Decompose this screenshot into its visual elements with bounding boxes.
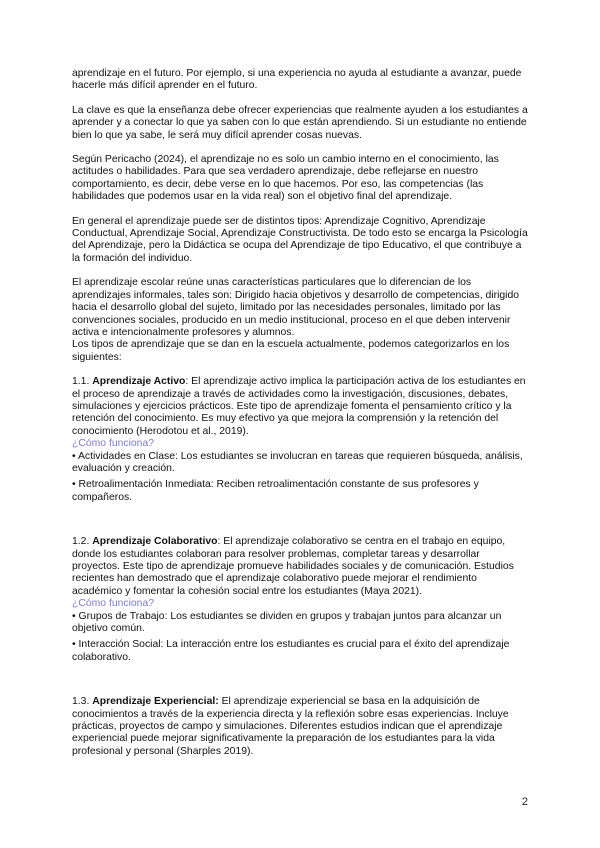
bullet-item: • Interacción Social: La interacción entre los estudiantes es crucial para el éxito del aprendizaje colaborativo. <box>72 639 510 663</box>
section-title: Aprendizaje Colaborativo <box>92 536 218 548</box>
section-title: Aprendizaje Activo <box>92 376 186 388</box>
bullet-item: • Grupos de Trabajo: Los estudiantes se dividen en grupos y trabajan juntos para alcanzar un objetivo común. <box>72 610 502 635</box>
section-aprendizaje-activo <box>72 376 528 504</box>
document-page <box>72 68 528 758</box>
intro-paragraph-6: Los tipos de aprendizaje que se dan en la escuela actualmente, podemos categorizarlos en los siguientes: <box>72 339 510 363</box>
spacer <box>72 668 528 696</box>
spacer <box>72 508 528 536</box>
intro-paragraph-4: En general el aprendizaje puede ser de distintos tipos: Aprendizaje Cognitivo, Aprendizaje Conductual, Aprendizaje Social, Aprendizaje Constructivista. De todo esto se encarga la Psicología del Aprendizaje, pero la Didáctica se ocupa del Aprendizaje de tipo Educativo, el que contribuye a la formación del individuo. <box>72 215 528 264</box>
how-it-works-heading: ¿Cómo funciona? <box>72 598 155 610</box>
section-title: Aprendizaje Experiencial: <box>92 696 219 708</box>
section-paragraph <box>72 376 528 438</box>
section-aprendizaje-colaborativo <box>72 536 528 664</box>
bullet-item: • Actividades en Clase: Los estudiantes se involucran en tareas que requieren búsqueda, análisis, evaluación y creación. <box>72 450 523 474</box>
section-paragraph <box>72 696 528 758</box>
intro-paragraph-3: Según Pericacho (2024), el aprendizaje no es solo un cambio interno en el conocimiento, las actitudes o habilidades. Para que sea verdadero aprendizaje, debe reflejarse en nuestro comportamiento, es decir, debe verse en lo que hacemos. Por eso, las competencias (las habilidades que podemos usar en la vida real) son el objetivo final del aprendizaje. <box>72 154 499 203</box>
bullet-item: • Retroalimentación Inmediata: Reciben retroalimentación constante de sus profesores y compañeros. <box>72 479 479 503</box>
how-it-works-heading: ¿Cómo funciona? <box>72 438 155 450</box>
section-number: 1.1. <box>72 376 90 388</box>
section-body: El aprendizaje experiencial se basa en la adquisición de conocimientos a través de la experiencia directa y la reflexión sobre esas experiencias. Incluye prácticas, proyectos de campo y simulaciones. Diferentes estudios indican que el aprendizaje experiencial puede mejorar significativamente la preparación de los estudiantes para la vida profesional y personal (Sharples 2019). <box>72 696 509 757</box>
section-number: 1.3. <box>72 696 90 708</box>
section-body: : El aprendizaje activo implica la participación activa de los estudiantes en el proceso de aprendizaje a través de actividades como la investigación, discusiones, debates, simulaciones y ejercicios prácticos. Este tipo de aprendizaje fomenta el pensamiento crítico y la retención del conocimiento. Es muy efectivo ya que mejora la comprensión y la retención del conocimiento (Herodotou et al., 2019). <box>72 376 526 437</box>
intro-paragraph-1: aprendizaje en el futuro. Por ejemplo, si una experiencia no ayuda al estudiante a avanzar, puede hacerle más difícil aprender en el futuro. <box>72 68 522 92</box>
page-number: 2 <box>521 796 528 808</box>
intro-paragraph-5: El aprendizaje escolar reúne unas características particulares que lo diferencian de los aprendizajes informales, tales son: Dirigido hacia objetivos y desarrollo de competencias, dirigido hacia el desarrollo global del sujeto, limitado por las necesidades personales, limitado por las convenciones sociales, producido en un medio institucional, proceso en el que deben intervenir activa e intencionalmente profesores y alumnos. <box>72 277 520 338</box>
section-number: 1.2. <box>72 536 90 548</box>
section-paragraph <box>72 536 528 598</box>
section-body: : El aprendizaje colaborativo se centra en el trabajo en equipo, donde los estudiantes colaboran para resolver problemas, completar tareas y desarrollar proyectos. Este tipo de aprendizaje promueve habilidades sociales y de comunicación. Estudios recientes han demostrado que el aprendizaje colaborativo puede mejorar el rendimiento académico y fomentar la cohesión social entre los estudiantes (Maya 2021). <box>72 536 514 597</box>
section-aprendizaje-experiencial <box>72 696 528 758</box>
intro-paragraph-2: La clave es que la enseñanza debe ofrecer experiencias que realmente ayuden a los estudiantes a aprender y a conectar lo que ya saben con lo que están aprendiendo. Si un estudiante no entiende bien lo que ya sabe, le será muy difícil aprender cosas nuevas. <box>72 104 528 141</box>
